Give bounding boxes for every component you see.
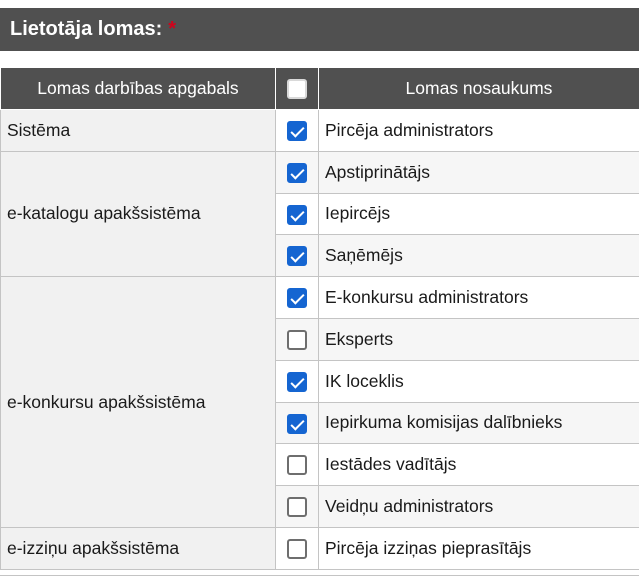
role-checkbox[interactable] [287,330,307,350]
role-checkbox[interactable] [287,121,307,141]
scope-cell: e-izziņu apakšsistēma [1,527,276,569]
column-header-select-all [276,68,319,110]
scope-cell: Sistēma [1,110,276,152]
column-header-role-name: Lomas nosaukums [319,68,639,110]
role-name-cell: Saņēmējs [319,235,639,277]
role-name-cell: Iestādes vadītājs [319,444,639,486]
table-row [1,151,639,193]
role-checkbox[interactable] [287,205,307,225]
role-name-cell: Apstiprinātājs [319,151,639,193]
checkbox-cell [276,235,319,277]
role-name-cell: Eksperts [319,318,639,360]
role-checkbox[interactable] [287,539,307,559]
scope-cell: e-konkursu apakšsistēma [1,277,276,528]
role-checkbox[interactable] [287,163,307,183]
checkbox-cell [276,277,319,319]
role-name-cell: Pircēja administrators [319,110,639,152]
role-name-cell: Veidņu administrators [319,486,639,528]
roles-table-body [1,110,639,570]
table-header-row [1,68,639,110]
role-checkbox[interactable] [287,372,307,392]
role-checkbox[interactable] [287,288,307,308]
role-name-cell: Iepircējs [319,193,639,235]
scope-cell: e-katalogu apakšsistēma [1,151,276,276]
checkbox-cell [276,444,319,486]
section-header [0,8,639,51]
checkbox-cell [276,527,319,569]
column-header-scope: Lomas darbības apgabals [1,68,276,110]
table-row [1,527,639,569]
required-asterisk: * [168,18,177,40]
role-checkbox[interactable] [287,455,307,475]
checkbox-cell [276,193,319,235]
checkbox-cell [276,110,319,152]
role-checkbox[interactable] [287,414,307,434]
table-row [1,110,639,152]
table-row [1,277,639,319]
role-name-cell: Iepirkuma komisijas dalībnieks [319,402,639,444]
divider [0,575,639,576]
checkbox-cell [276,151,319,193]
role-checkbox[interactable] [287,497,307,517]
checkbox-cell [276,486,319,528]
checkbox-cell [276,402,319,444]
checkbox-cell [276,318,319,360]
role-name-cell: IK loceklis [319,360,639,402]
checkbox-cell [276,360,319,402]
section-title: Lietotāja lomas: [10,18,163,40]
role-name-cell: Pircēja izziņas pieprasītājs [319,527,639,569]
select-all-checkbox[interactable] [287,79,307,99]
role-name-cell: E-konkursu administrators [319,277,639,319]
roles-table [0,67,639,570]
role-checkbox[interactable] [287,246,307,266]
